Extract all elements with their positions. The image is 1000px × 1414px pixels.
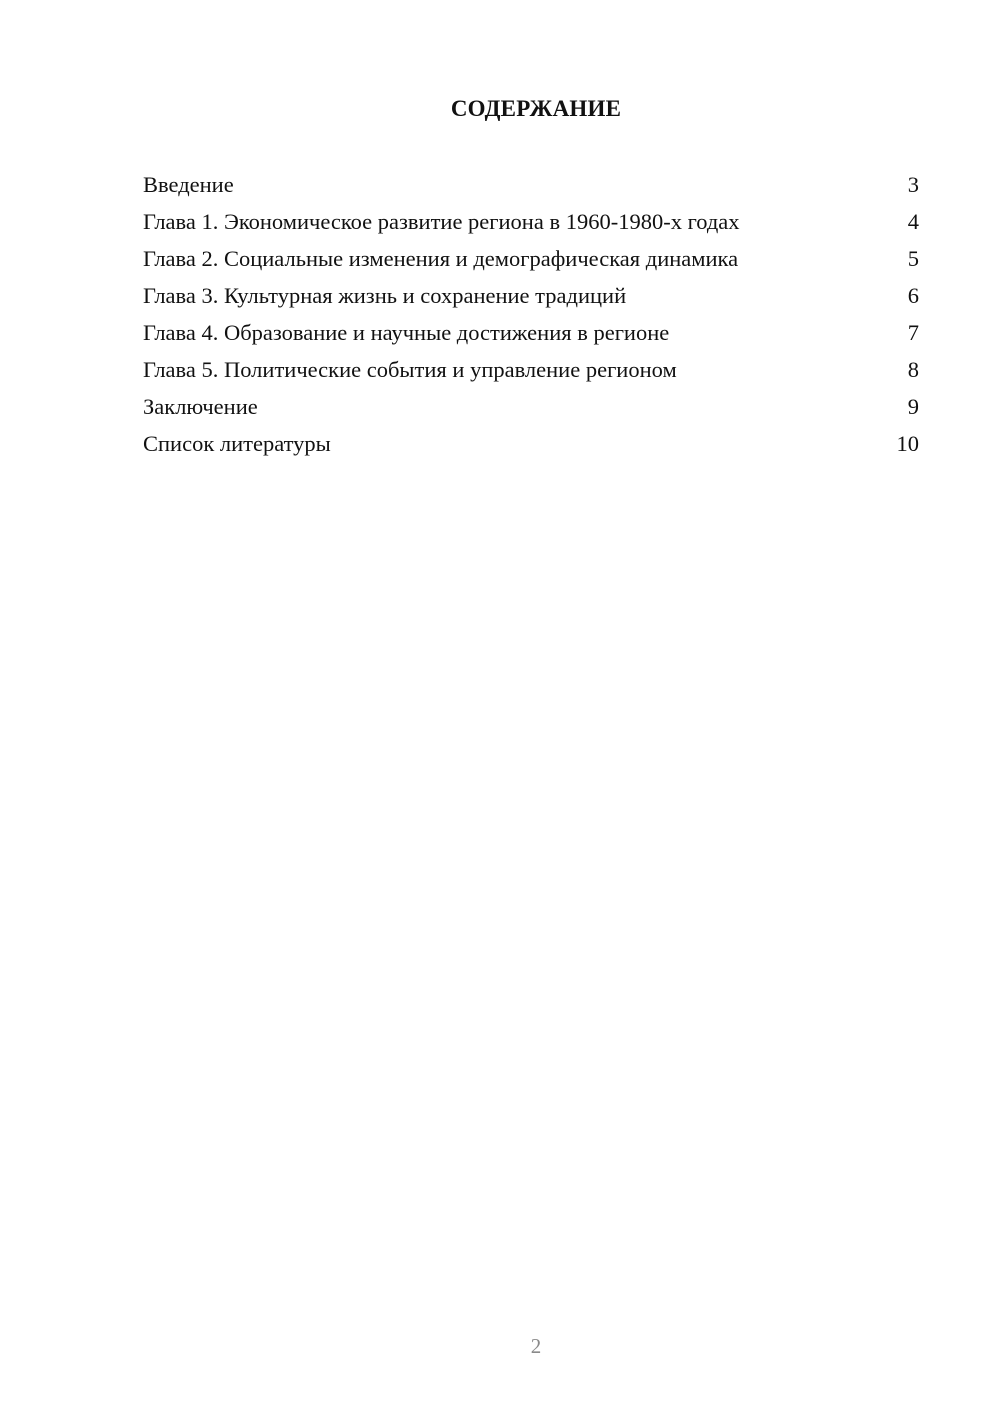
toc-entry-chapter-3	[143, 279, 919, 316]
toc-entry-chapter-2	[143, 242, 919, 279]
table-of-contents	[143, 168, 919, 464]
toc-entry-title: Глава 4. Образование и научные достижения в регионе	[143, 320, 670, 345]
toc-entry-page-number: 4	[907, 209, 919, 234]
toc-entry-conclusion	[143, 390, 919, 427]
toc-entry-title: Глава 1. Экономическое развитие региона в 1960-1980-х годах	[143, 209, 740, 234]
toc-entry-title: Глава 5. Политические события и управление регионом	[143, 357, 677, 382]
toc-entry-title: Введение	[143, 172, 234, 197]
toc-entry-title: Заключение	[143, 394, 258, 419]
toc-entry-page-number: 5	[907, 246, 919, 271]
toc-entry-page-number: 7	[907, 320, 919, 345]
toc-entry-title: Список литературы	[143, 431, 331, 456]
toc-heading: СОДЕРЖАНИЕ	[450, 96, 622, 121]
toc-entry-bibliography	[143, 427, 919, 464]
toc-entry-page-number: 8	[907, 357, 919, 382]
toc-entry-page-number: 6	[907, 283, 919, 308]
toc-entry-page-number: 3	[907, 172, 919, 197]
toc-entry-title: Глава 2. Социальные изменения и демографическая динамика	[143, 246, 739, 271]
toc-entry-page-number: 10	[896, 431, 919, 456]
toc-entry-introduction	[143, 168, 919, 205]
toc-entry-chapter-1	[143, 205, 919, 242]
page-number: 2	[530, 1334, 542, 1358]
toc-entry-chapter-4	[143, 316, 919, 353]
toc-entry-title: Глава 3. Культурная жизнь и сохранение традиций	[143, 283, 627, 308]
toc-entry-chapter-5	[143, 353, 919, 390]
toc-entry-page-number: 9	[907, 394, 919, 419]
